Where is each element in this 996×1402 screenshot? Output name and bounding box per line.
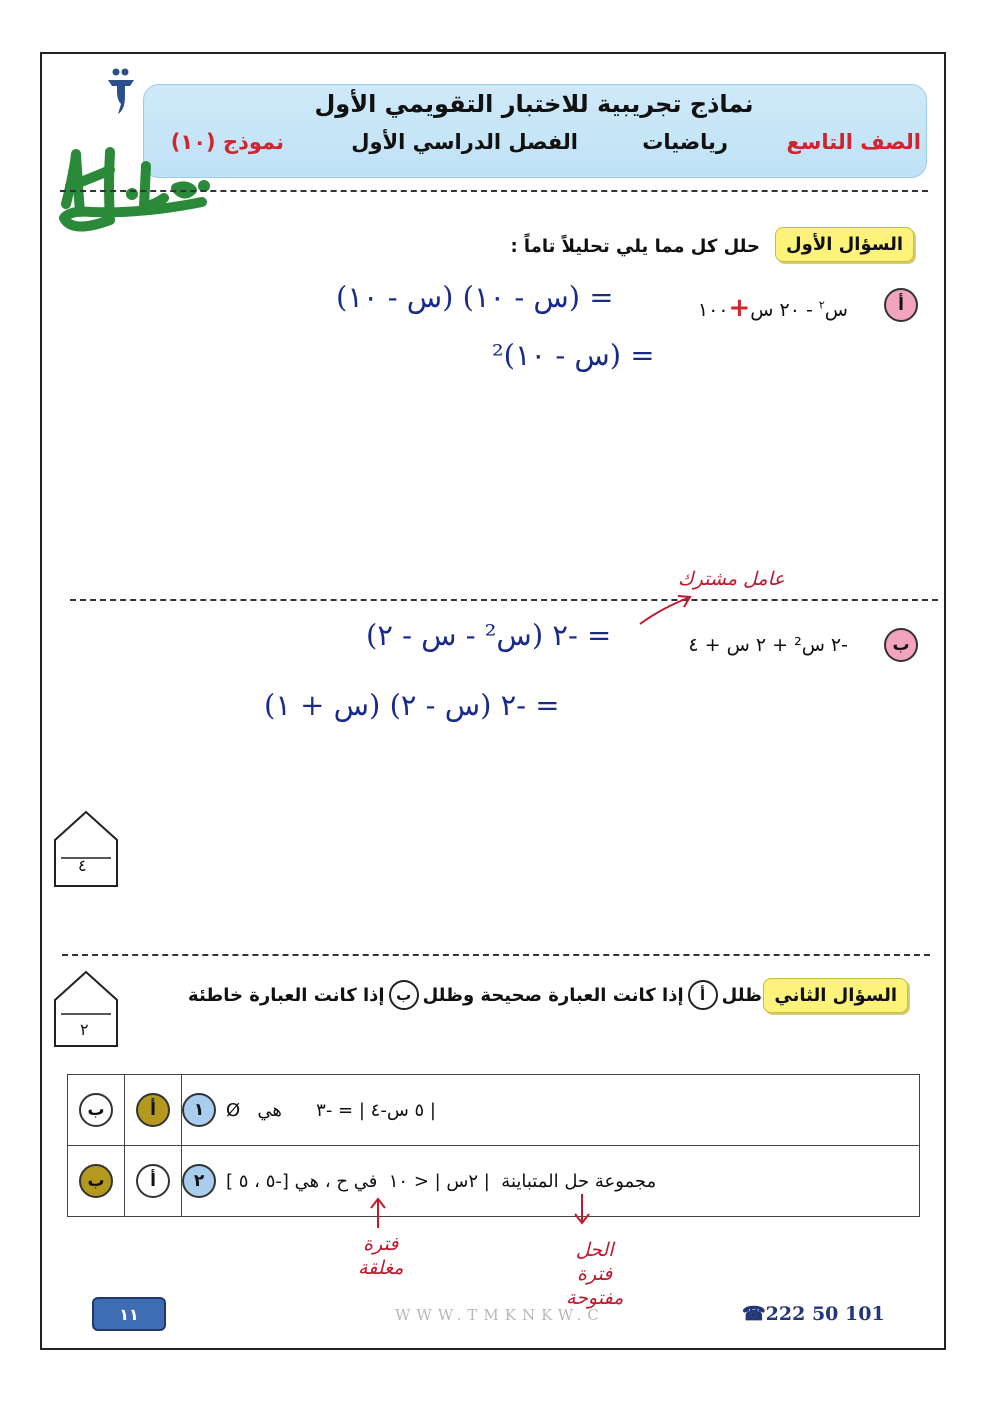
item-1-text: | ٥ س-٤ | = -٣ هي Ø [226, 1099, 436, 1121]
part-a-expression: س$^٢$ - ٢٠ س+١٠٠ [697, 293, 848, 323]
table-row [68, 1075, 920, 1146]
phone-number: ☎222 50 101 [742, 1303, 885, 1325]
option-a-symbol: أ [688, 980, 718, 1010]
item-2-number: ٢ [182, 1164, 216, 1198]
question-1-instruction: حلل كل مما يلي تحليلاً تاماً : [510, 236, 760, 257]
part-b-label: ب [884, 628, 918, 662]
logo-icon [104, 66, 138, 118]
closed-interval-note: فترة مغلقة [358, 1233, 404, 1279]
option-b-symbol: ب [389, 980, 419, 1010]
part-b-solution-1: = -٢ (س² - س - ٢) [366, 618, 612, 652]
item-1-number: ١ [182, 1093, 216, 1127]
choice-b-item-2[interactable]: ب [79, 1164, 113, 1198]
model-label: نموذج (١٠) [170, 130, 284, 154]
question-1-tag: السؤال الأول [775, 227, 914, 262]
question-2-tag: السؤال الثاني [763, 978, 908, 1013]
score-q2: ٢ [80, 1020, 89, 1039]
part-b-solution-2: = -٢ (س - ٢) (س + ١) [264, 688, 560, 722]
arrow-down-icon [572, 1192, 592, 1226]
part-a-label: أ [884, 288, 918, 322]
divider-1 [60, 190, 928, 192]
part-b-expression: -٢ س² + ٢ س + ٤ [688, 634, 848, 656]
item-2-text: مجموعة حل المتباينة | ٢س | < ١٠ في ح ، هي [-٥ ، ٥ ] [226, 1170, 657, 1192]
divider-3 [62, 954, 930, 956]
choice-b-item-1[interactable]: ب [79, 1093, 113, 1127]
part-a-solution-1: = (س - ١٠) (س - ١٠) [336, 280, 614, 314]
score-box-q1 [53, 810, 119, 888]
grade-label: الصف التاسع [786, 130, 921, 154]
question-2-instruction: ظلل أ إذا كانت العبارة صحيحة وظلل ب إذا كانت العبارة خاطئة [188, 980, 762, 1010]
part-a-solution-2: = (س - ١٠)² [492, 338, 655, 372]
arrow-icon [636, 588, 696, 628]
page-number: ١١ [92, 1297, 166, 1331]
table-row [68, 1146, 920, 1217]
divider-2 [70, 599, 938, 601]
website-watermark: WWW.TMKNKW.C [395, 1306, 605, 1324]
subject-label: رياضيات [642, 130, 728, 154]
true-false-table [67, 1074, 920, 1217]
arrow-up-icon [368, 1196, 388, 1230]
common-factor-note: عامل مشترك [678, 568, 785, 590]
page-title: نماذج تجريبية للاختبار التقويمي الأول [314, 90, 754, 118]
choice-a-item-2[interactable]: أ [136, 1164, 170, 1198]
open-interval-note: الحل فترة مفتوحة [566, 1239, 624, 1309]
semester-label: الفصل الدراسي الأول [351, 130, 578, 154]
score-q1: ٤ [78, 856, 87, 875]
choice-a-item-1[interactable]: أ [136, 1093, 170, 1127]
signature-graphic [52, 142, 217, 247]
